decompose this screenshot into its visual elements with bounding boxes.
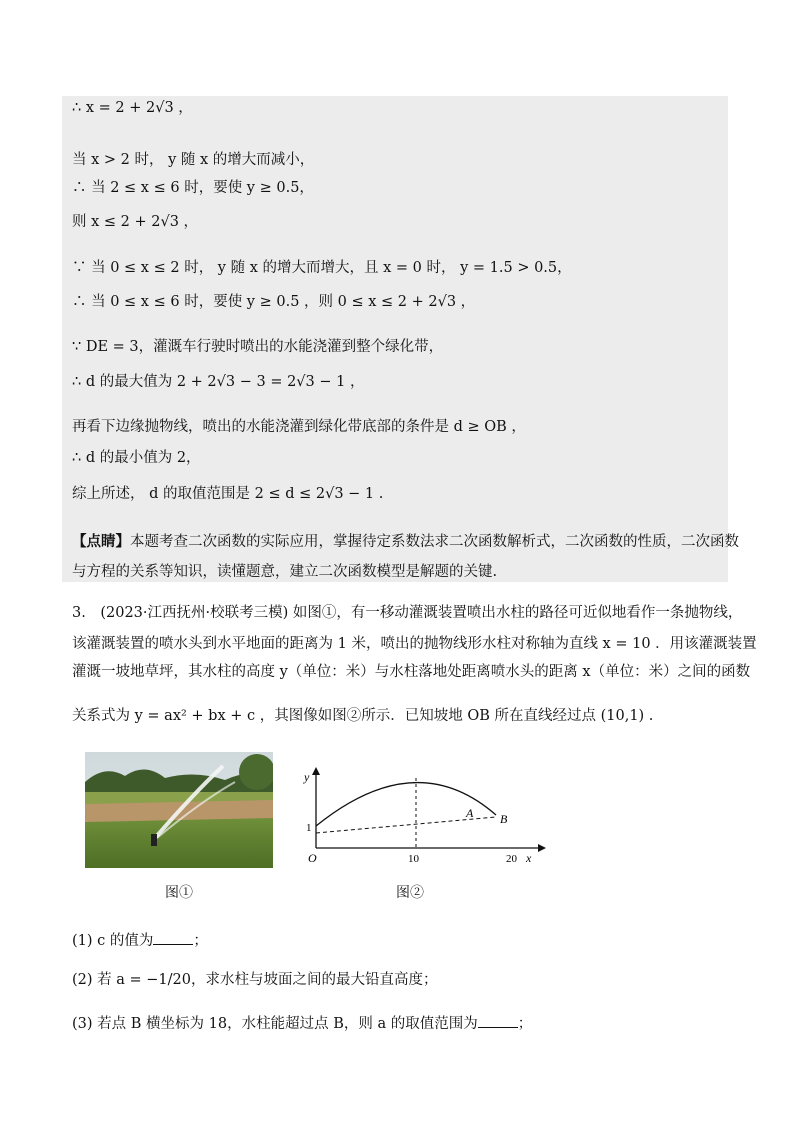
solution-line: 再看下边缘抛物线，喷出的水能浇灌到绿化带底部的条件是 d ≥ OB ， (72, 419, 526, 435)
y-axis-label: y (304, 770, 310, 784)
x-tick-10: 10 (408, 853, 419, 865)
solution-line: 当 x > 2 时， y 随 x 的增大而减小， (72, 152, 315, 168)
figure-1-caption: 图① (165, 885, 193, 901)
parabola-graph (300, 765, 550, 865)
comment-tag: 【点睛】 (72, 533, 130, 550)
question-3-text: (3) 若点 B 横坐标为 18，水柱能超过点 B，则 a 的取值范围为 (72, 1016, 478, 1032)
point-b-label: B (500, 812, 508, 826)
point-a-label: A (466, 806, 474, 820)
question-3 (72, 1013, 532, 1034)
solution-line: ∴ d 的最大值为 2 + 2√3 − 3 = 2√3 − 1 ， (72, 374, 365, 390)
comment-line-2: 与方程的关系等知识，读懂题意，建立二次函数模型是解题的关键. (72, 564, 498, 580)
solution-line: 则 x ≤ 2 + 2√3 ， (72, 214, 199, 230)
problem-line-4: 关系式为 y = ax² + bx + c ，其图像如图②所示．已知坡地 OB 所在直线经过点 (10,1) . (72, 708, 654, 724)
solution-line: 综上所述， d 的取值范围是 2 ≤ d ≤ 2√3 − 1 . (72, 486, 384, 502)
problem-line-3: 灌溉一坡地草坪，其水柱的高度 y（单位：米）与水柱落地处距离喷水头的距离 x（单位：米）之间的函数 (72, 664, 751, 680)
solution-line: ∵ 当 0 ≤ x ≤ 2 时， y 随 x 的增大而增大，且 x = 0 时， y = 1.5 > 0.5， (72, 260, 572, 276)
x-axis-label: x (526, 851, 532, 865)
question-3-suffix: ； (517, 1016, 533, 1032)
question-2: (2) 若 a = −1/20，求水柱与坡面之间的最大铅直高度； (72, 972, 438, 988)
solution-line: ∴ x = 2 + 2√3 ， (72, 100, 193, 116)
solution-line: ∴ 当 2 ≤ x ≤ 6 时，要使 y ≥ 0.5， (72, 180, 314, 196)
y-axis-arrow-icon (312, 767, 320, 775)
solution-line: ∵ DE = 3，灌溉车行驶时喷出的水能浇灌到整个绿化带， (72, 339, 444, 355)
question-1 (72, 930, 208, 951)
comment-line-1 (72, 532, 739, 552)
comment-text-1: 本题考查二次函数的实际应用，掌握待定系数法求二次函数解析式，二次函数的性质，二次函数 (130, 534, 739, 550)
x-axis-arrow-icon (538, 844, 546, 852)
problem-line-2: 该灌溉装置的喷水头到水平地面的距离为 1 米，喷出的抛物线形水柱对称轴为直线 x = 10 ．用该灌溉装置 (72, 636, 757, 652)
answer-blank-3[interactable] (478, 1013, 518, 1028)
question-1-text: (1) c 的值为 (72, 933, 154, 949)
problem-line-1: 3. (2023·江西抚州·校联考三模) 如图①，有一移动灌溉装置喷出水柱的路径可近似地看作一条抛物线， (72, 605, 743, 621)
solution-line: ∴ 当 0 ≤ x ≤ 6 时，要使 y ≥ 0.5 ，则 0 ≤ x ≤ 2 + 2√3 ， (72, 294, 476, 310)
x-tick-20: 20 (506, 853, 517, 865)
question-1-suffix: ； (193, 933, 208, 949)
y-intercept-label: 1 (306, 822, 312, 834)
origin-label: O (308, 851, 317, 865)
figure-2-caption: 图② (396, 885, 424, 901)
solution-line: ∴ d 的最小值为 2， (72, 450, 201, 466)
sprinkler-photo (85, 752, 273, 868)
answer-blank-1[interactable] (153, 930, 193, 945)
